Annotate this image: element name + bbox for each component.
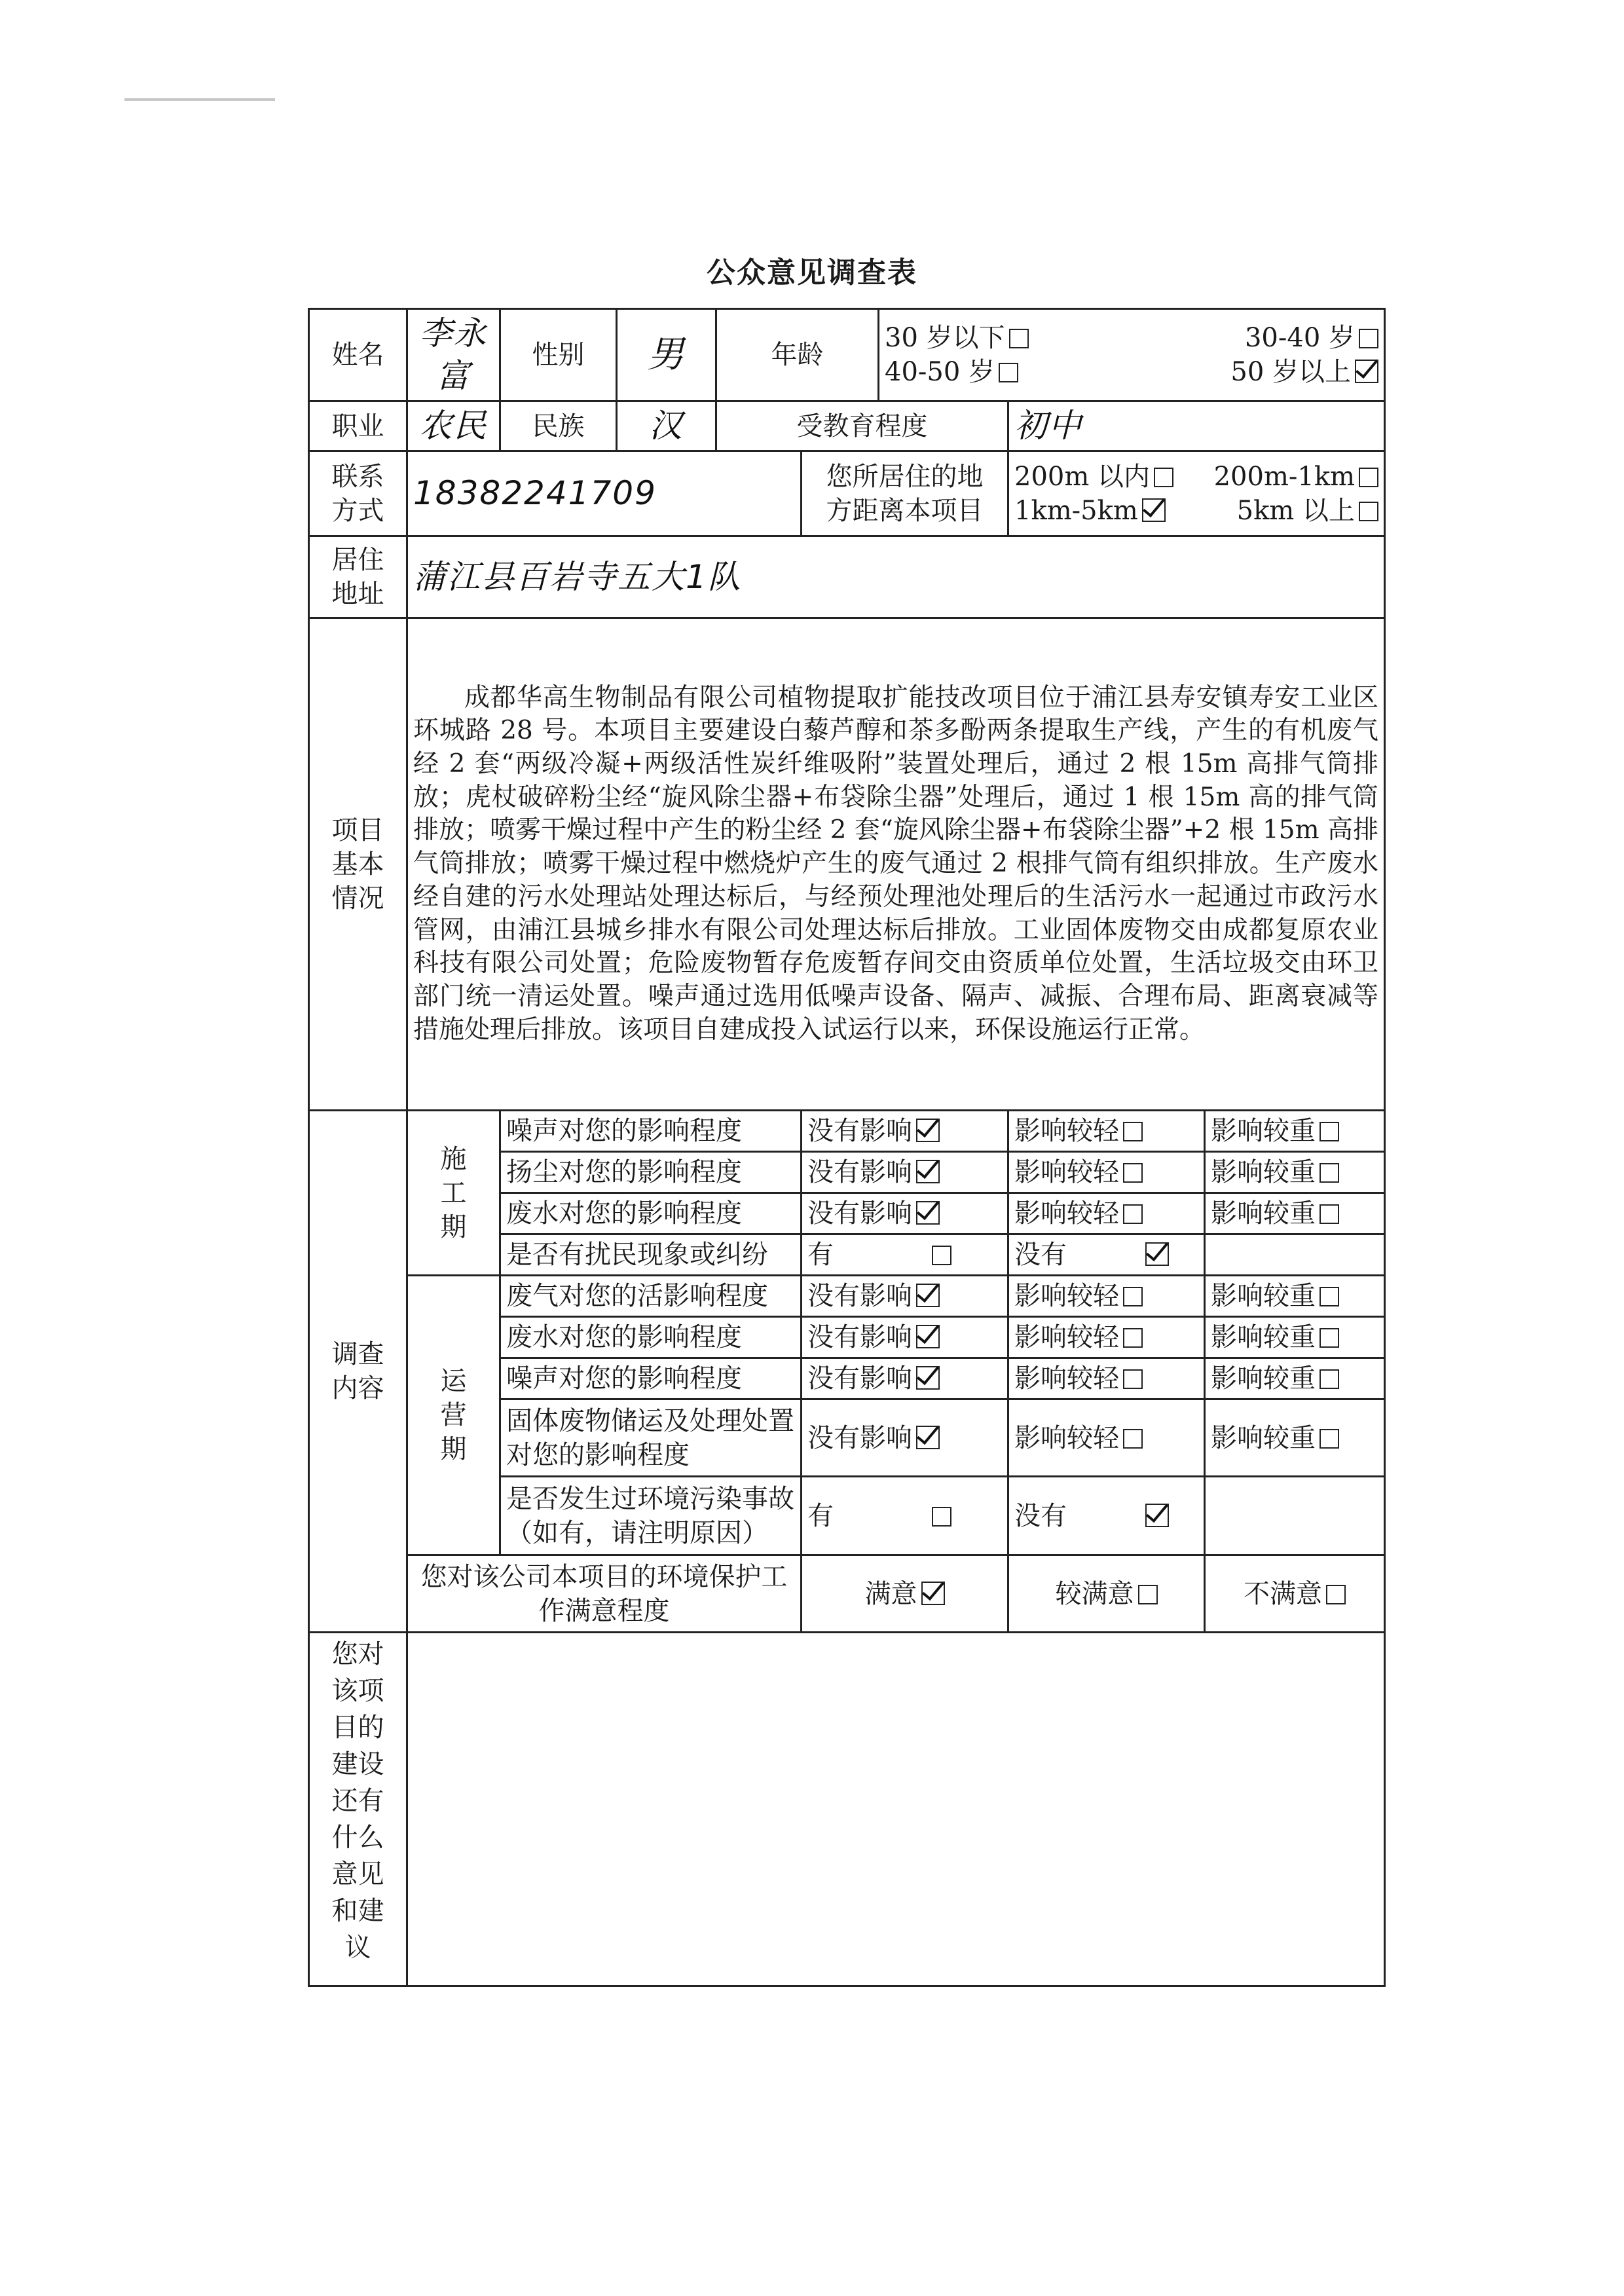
checked-checkbox-icon — [921, 1582, 945, 1605]
operation-period-label — [407, 1276, 500, 1555]
distance-option-within-200m-label: 200m 以内 — [1014, 461, 1150, 492]
option-heavy-label: 影响较重 — [1211, 1281, 1316, 1311]
operation-wastewater-heavy[interactable] — [1205, 1317, 1385, 1358]
operation-noise-heavy[interactable] — [1205, 1358, 1385, 1399]
scan-mark — [124, 98, 275, 101]
construction-label-char-3: 期 — [440, 1212, 467, 1242]
option-yes-label: 有 — [807, 1240, 834, 1270]
checkbox-icon — [1123, 1369, 1143, 1389]
comments-label-line-8: 和建 — [331, 1896, 384, 1926]
construction-noise-question: 噪声对您的影响程度 — [500, 1111, 802, 1152]
checkbox-icon — [1009, 329, 1029, 348]
option-no-label: 没有 — [1014, 1500, 1067, 1531]
operation-noise-light[interactable] — [1008, 1358, 1205, 1399]
checked-checkbox-icon — [916, 1325, 940, 1348]
distance-label-line-1: 您所居住的地 — [826, 461, 984, 492]
comments-label-line-2: 该项 — [331, 1676, 384, 1706]
operation-exhaust-none[interactable] — [802, 1276, 1008, 1317]
option-light-label: 影响较轻 — [1014, 1281, 1119, 1311]
project-label-line-2: 基本 — [331, 849, 384, 880]
checkbox-icon — [1359, 468, 1378, 487]
checkbox-icon — [1138, 1585, 1158, 1604]
construction-dust-heavy[interactable] — [1205, 1152, 1385, 1193]
checkbox-icon — [1320, 1429, 1339, 1449]
option-heavy-label: 影响较重 — [1211, 1422, 1316, 1453]
age-option-30-40[interactable] — [1245, 321, 1378, 355]
checkbox-icon — [1359, 329, 1378, 348]
checkbox-icon — [1320, 1163, 1339, 1183]
option-heavy-label: 影响较重 — [1211, 1363, 1316, 1394]
option-heavy-label: 影响较重 — [1211, 1116, 1316, 1146]
option-heavy-label: 影响较重 — [1211, 1322, 1316, 1352]
operation-row-1 — [309, 1276, 1385, 1317]
checkbox-icon — [1320, 1328, 1339, 1348]
address-label-line-2: 地址 — [331, 579, 384, 609]
age-option-over-50-label: 50 岁以上 — [1230, 357, 1352, 387]
survey-section-label — [309, 1111, 407, 1633]
construction-noise-light[interactable] — [1008, 1111, 1205, 1152]
construction-dust-question: 扬尘对您的影响程度 — [500, 1152, 802, 1193]
checked-checkbox-icon — [916, 1201, 940, 1225]
satisfaction-satisfied[interactable] — [802, 1555, 1008, 1633]
option-light-label: 影响较轻 — [1014, 1422, 1119, 1453]
construction-dust-none[interactable] — [802, 1152, 1008, 1193]
construction-dust-light[interactable] — [1008, 1152, 1205, 1193]
distance-label — [802, 451, 1008, 536]
satisfaction-row — [309, 1555, 1385, 1633]
construction-wastewater-heavy[interactable] — [1205, 1193, 1385, 1234]
project-label-line-1: 项目 — [331, 815, 384, 845]
checkbox-icon — [1123, 1429, 1143, 1449]
option-light-label: 影响较轻 — [1014, 1157, 1119, 1187]
checkbox-icon — [932, 1246, 951, 1265]
age-options — [879, 309, 1385, 401]
comments-label-line-6: 什么 — [331, 1823, 384, 1853]
operation-noise-question: 噪声对您的影响程度 — [500, 1358, 802, 1399]
row-project — [309, 618, 1385, 1111]
age-option-over-50[interactable] — [1230, 355, 1378, 389]
survey-form-table — [308, 308, 1386, 1987]
age-option-under-30-label: 30 岁以下 — [885, 323, 1005, 353]
gender-label: 性别 — [500, 309, 617, 401]
construction-row-1 — [309, 1111, 1385, 1152]
option-none-label: 没有影响 — [807, 1363, 912, 1394]
checked-checkbox-icon — [916, 1366, 940, 1390]
operation-label-char-1: 运 — [440, 1366, 467, 1396]
operation-exhaust-heavy[interactable] — [1205, 1276, 1385, 1317]
checkbox-icon — [1123, 1122, 1143, 1141]
operation-solid-waste-question: 固体废物储运及处理处置对您的影响程度 — [500, 1399, 802, 1477]
option-light-label: 影响较轻 — [1014, 1363, 1119, 1394]
ethnic-label: 民族 — [500, 401, 617, 451]
construction-label-char-2: 工 — [440, 1177, 467, 1208]
comments-label — [309, 1633, 407, 1986]
operation-solid-waste-none[interactable] — [802, 1399, 1008, 1477]
option-none-label: 没有影响 — [807, 1198, 912, 1229]
distance-option-1km-5km[interactable] — [1014, 494, 1166, 528]
construction-noise-heavy[interactable] — [1205, 1111, 1385, 1152]
checkbox-icon — [1320, 1204, 1339, 1224]
construction-disturbance-yes[interactable] — [802, 1234, 1008, 1276]
operation-wastewater-none[interactable] — [802, 1317, 1008, 1358]
operation-accident-no[interactable] — [1008, 1477, 1205, 1555]
row-address — [309, 536, 1385, 618]
project-description: 成都华高生物制品有限公司植物提取扩能技改项目位于浦江县寿安镇寿安工业区环城路 28 号。本项目主要建设白藜芦醇和茶多酚两条提取生产线，产生的有机废气经 2 套“两级冷凝+两级活性炭纤维吸附”装置处理后，通过 2 根 15m 高排气筒排放；虎杖破碎粉尘经“旋风除尘器+布袋除尘器”处理后，通过 1 根 15m 高的排气筒排放；喷雾干燥过程中产生的粉尘经 2 套“旋风除尘器+布袋除尘器”+2 根 15m 高排气筒排放；喷雾干燥过程中燃烧炉产生的废气通过 2 根排气筒有组织排放。生产废水经自建的污水处理站处理达标后，与经预处理池处理后的生活污水一起通过市政污水管网，由浦江县城乡排水有限公司处理达标后排放。工业固体废物交由成都复原农业科技有限公司处置；危险废物暂存危废暂存间交由资质单位处置，生活垃圾交由环卫部门统一清运处置。噪声通过选用低噪声设备、隔声、减振、合理布局、距离衰减等措施处理后排放。该项目自建成投入试运行以来，环保设施运行正常。 — [407, 618, 1385, 1111]
survey-section-label-line-1: 调查 — [331, 1339, 384, 1369]
age-label: 年龄 — [716, 309, 879, 401]
project-label-line-3: 情况 — [331, 883, 384, 914]
distance-label-line-2: 方距离本项目 — [826, 495, 984, 526]
survey-section-label-line-2: 内容 — [331, 1373, 384, 1403]
distance-option-1km-5km-label: 1km-5km — [1014, 495, 1138, 526]
contact-value[interactable]: 18382241709 — [407, 451, 802, 536]
address-label — [309, 536, 407, 618]
satisfaction-unsatisfied[interactable] — [1205, 1555, 1385, 1633]
edu-label: 受教育程度 — [716, 401, 1008, 451]
operation-wastewater-light[interactable] — [1008, 1317, 1205, 1358]
comments-label-line-5: 还有 — [331, 1786, 384, 1816]
checked-checkbox-icon — [916, 1284, 940, 1307]
checkbox-icon — [1326, 1585, 1346, 1604]
operation-exhaust-question: 废气对您的活影响程度 — [500, 1276, 802, 1317]
checkbox-icon — [1320, 1287, 1339, 1306]
comments-row — [309, 1633, 1385, 1986]
name-value[interactable]: 李永富 — [407, 309, 500, 401]
option-none-label: 没有影响 — [807, 1157, 912, 1187]
option-yes-label: 有 — [807, 1500, 834, 1531]
name-label: 姓名 — [309, 309, 407, 401]
checkbox-icon — [999, 363, 1018, 382]
construction-wastewater-light[interactable] — [1008, 1193, 1205, 1234]
checked-checkbox-icon — [916, 1426, 940, 1449]
construction-disturbance-empty — [1205, 1234, 1385, 1276]
option-light-label: 影响较轻 — [1014, 1116, 1119, 1146]
checkbox-icon — [1123, 1204, 1143, 1224]
checkbox-icon — [1359, 502, 1378, 521]
option-heavy-label: 影响较重 — [1211, 1157, 1316, 1187]
row-name — [309, 309, 1385, 401]
age-option-40-50-label: 40-50 岁 — [885, 357, 995, 387]
contact-label — [309, 451, 407, 536]
checkbox-icon — [1123, 1287, 1143, 1306]
operation-solid-waste-heavy[interactable] — [1205, 1399, 1385, 1477]
construction-disturbance-question: 是否有扰民现象或纠纷 — [500, 1234, 802, 1276]
checked-checkbox-icon — [916, 1160, 940, 1183]
checkbox-icon — [1123, 1328, 1143, 1348]
comments-label-line-1: 您对 — [331, 1639, 384, 1669]
edu-value[interactable]: 初中 — [1008, 401, 1385, 451]
comments-label-line-7: 意见 — [331, 1859, 384, 1889]
satisfaction-fairly-satisfied[interactable] — [1008, 1555, 1205, 1633]
contact-label-line-1: 联系 — [331, 461, 384, 492]
operation-solid-waste-light[interactable] — [1008, 1399, 1205, 1477]
construction-noise-none[interactable] — [802, 1111, 1008, 1152]
contact-label-line-2: 方式 — [331, 495, 384, 526]
distance-option-within-200m[interactable] — [1014, 460, 1173, 494]
operation-wastewater-question: 废水对您的影响程度 — [500, 1317, 802, 1358]
project-label — [309, 618, 407, 1111]
age-option-30-40-label: 30-40 岁 — [1244, 323, 1356, 353]
distance-options — [1008, 451, 1385, 536]
job-label: 职业 — [309, 401, 407, 451]
option-none-label: 没有影响 — [807, 1116, 912, 1146]
option-none-label: 没有影响 — [807, 1322, 912, 1352]
operation-noise-none[interactable] — [802, 1358, 1008, 1399]
operation-label-char-2: 营 — [440, 1400, 467, 1430]
checked-checkbox-icon — [1145, 1242, 1169, 1266]
checkbox-icon — [1154, 468, 1173, 487]
checked-checkbox-icon — [916, 1119, 940, 1142]
address-label-line-1: 居住 — [331, 545, 384, 575]
distance-option-over-5km[interactable] — [1237, 494, 1378, 528]
checked-checkbox-icon — [1145, 1504, 1169, 1527]
checkbox-icon — [1123, 1163, 1143, 1183]
comments-label-line-3: 目的 — [331, 1713, 384, 1743]
checked-checkbox-icon — [1142, 498, 1166, 522]
operation-pollution-accident-question: 是否发生过环境污染事故（如有，请注明原因） — [500, 1477, 802, 1555]
operation-accident-yes[interactable] — [802, 1477, 1008, 1555]
page-title: 公众意见调查表 — [707, 256, 917, 289]
satisfaction-question: 您对该公司本项目的环境保护工作满意程度 — [407, 1555, 802, 1633]
checkbox-icon — [1320, 1369, 1339, 1389]
gender-value[interactable]: 男 — [617, 309, 716, 401]
option-heavy-label: 影响较重 — [1211, 1198, 1316, 1229]
distance-option-200m-1km[interactable] — [1214, 460, 1378, 494]
option-none-label: 没有影响 — [807, 1422, 912, 1453]
operation-label-char-3: 期 — [440, 1434, 467, 1464]
construction-period-label — [407, 1111, 500, 1276]
option-no-label: 没有 — [1014, 1240, 1067, 1270]
age-option-40-50[interactable] — [885, 355, 1018, 389]
option-light-label: 影响较轻 — [1014, 1198, 1119, 1229]
comments-label-line-4: 建设 — [331, 1749, 384, 1779]
operation-exhaust-light[interactable] — [1008, 1276, 1205, 1317]
distance-option-over-5km-label: 5km 以上 — [1236, 495, 1356, 526]
option-none-label: 没有影响 — [807, 1281, 912, 1311]
option-light-label: 影响较轻 — [1014, 1322, 1119, 1352]
operation-accident-empty — [1205, 1477, 1385, 1555]
checkbox-icon — [932, 1507, 951, 1527]
construction-label-char-1: 施 — [440, 1143, 467, 1174]
comments-field[interactable] — [407, 1633, 1385, 1986]
row-contact — [309, 451, 1385, 536]
construction-disturbance-no[interactable] — [1008, 1234, 1205, 1276]
checked-checkbox-icon — [1355, 360, 1378, 383]
ethnic-value[interactable]: 汉 — [617, 401, 716, 451]
row-job — [309, 401, 1385, 451]
fairly-satisfied-label: 较满意 — [1055, 1578, 1134, 1609]
distance-option-200m-1km-label: 200m-1km — [1213, 461, 1356, 492]
comments-label-line-9: 议 — [344, 1933, 371, 1963]
checkbox-icon — [1320, 1122, 1339, 1141]
address-value[interactable]: 蒲江县百岩寺五大1队 — [407, 536, 1385, 618]
construction-wastewater-question: 废水对您的影响程度 — [500, 1193, 802, 1234]
age-option-under-30[interactable] — [885, 321, 1029, 355]
construction-wastewater-none[interactable] — [802, 1193, 1008, 1234]
unsatisfied-label: 不满意 — [1244, 1578, 1322, 1609]
job-value[interactable]: 农民 — [407, 401, 500, 451]
satisfied-label: 满意 — [864, 1578, 917, 1609]
